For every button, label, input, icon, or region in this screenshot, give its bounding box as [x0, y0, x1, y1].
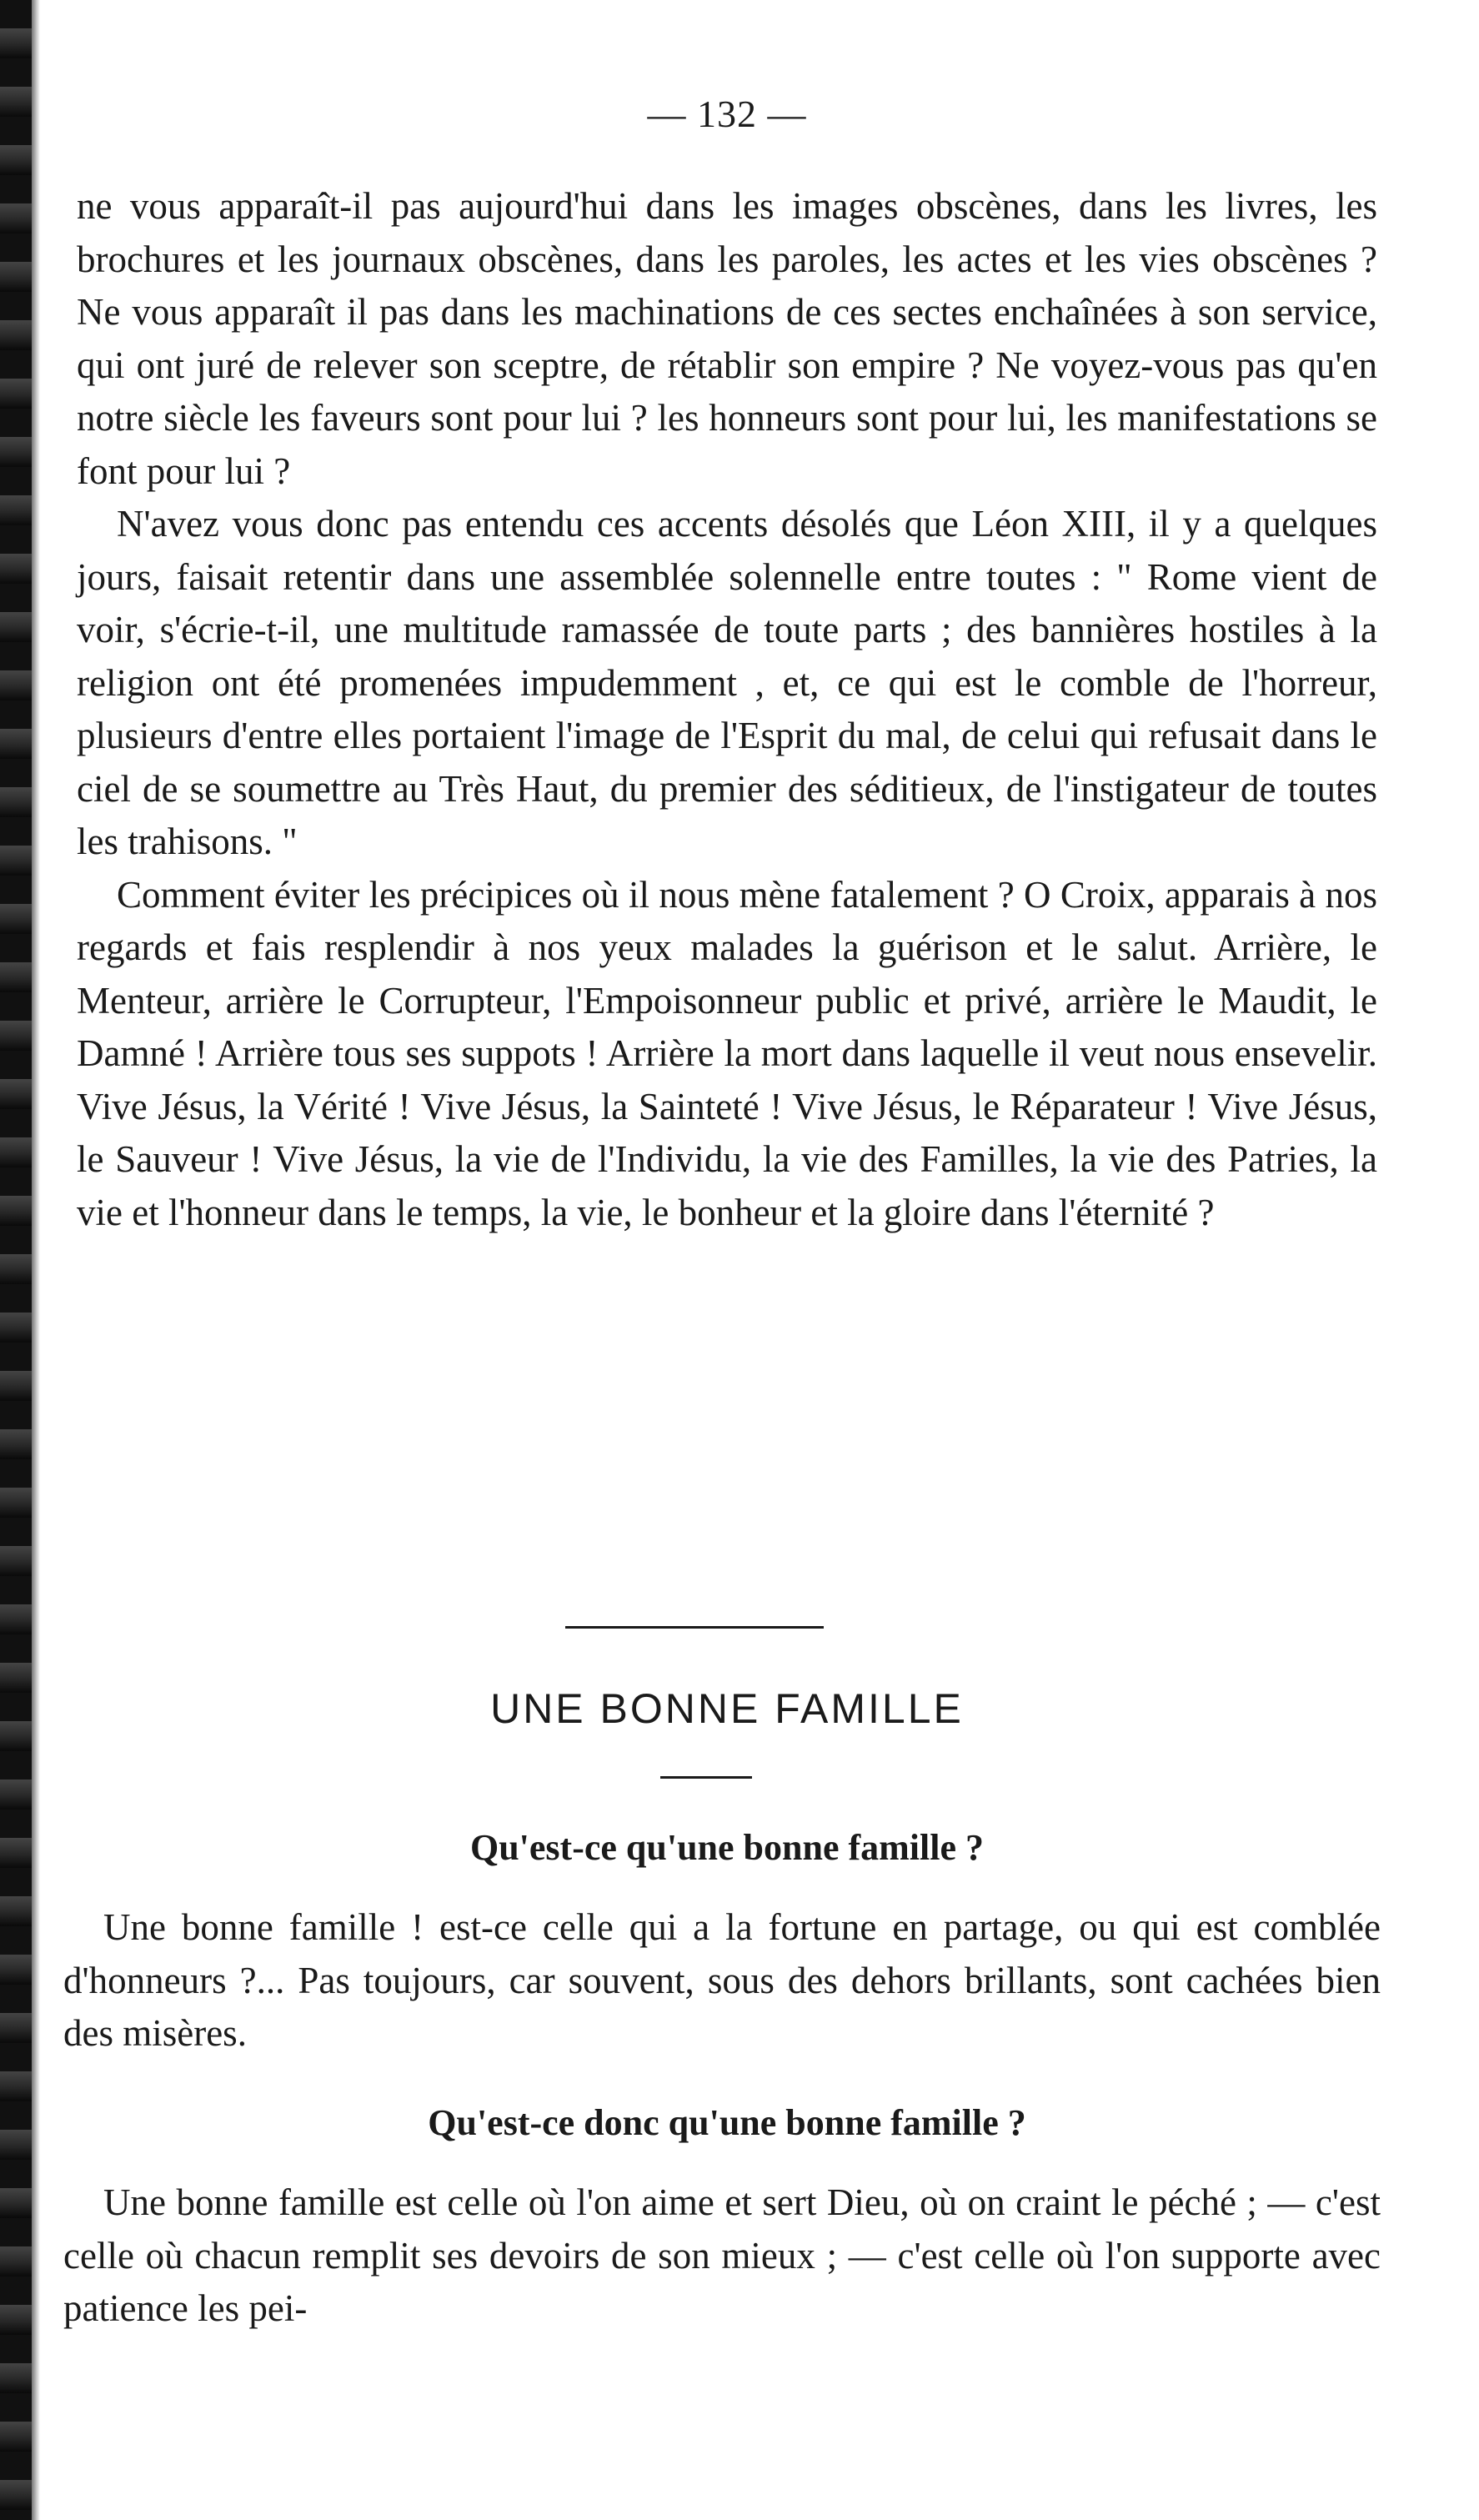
- question-heading-1: Qu'est-ce qu'une bonne famille ?: [469, 1827, 985, 1868]
- main-text: [77, 180, 1377, 1239]
- scan-binding-shadow: [32, 0, 40, 2520]
- section-divider: [565, 1626, 824, 1629]
- answer-paragraph-2: Une bonne famille est celle où l'on aime et sert Dieu, où on craint le péché ; — c'est celle où chacun remplit ses devoirs de son mieux ; — c'est celle où l'on supporte avec patience les pei-: [63, 2181, 1381, 2329]
- paragraph-2: N'avez vous donc pas entendu ces accents désolés que Léon XIII, il y a quelques jours, faisait retentir dans une assemblée solennelle entre toutes : " Rome vient de voir, s'écrie-t-il, une multitude ramassée de toute parts ; des bannières hostiles à la religion ont été promenées impudemment , et, ce qui est le comble de l'horreur, plusieurs d'entre elles portaient l'image de l'Esprit du mal, de celui qui refusait dans le ciel de se soumettre au Très Haut, du premier des séditieux, de l'instigateur de toutes les trahisons. ": [77, 503, 1377, 862]
- answer-paragraph-1: Une bonne famille ! est-ce celle qui a la fortune en partage, ou qui est comblée d'honneurs ?... Pas toujours, car souvent, sous des dehors brillants, sont cachées bien des misères.: [63, 1906, 1381, 2054]
- title-underline: [660, 1776, 752, 1779]
- page-number: — 132 —: [647, 93, 807, 135]
- question-heading-2: Qu'est-ce donc qu'une bonne famille ?: [428, 2102, 1026, 2143]
- scan-binding-edge: [0, 0, 32, 2520]
- section-title: UNE BONNE FAMILLE: [490, 1685, 964, 1732]
- paragraph-1: ne vous apparaît-il pas aujourd'hui dans les images obscènes, dans les livres, les brochures et les journaux obscènes, dans les paroles, les actes et les vies obscènes ? Ne vous apparaît il pas dans les machinations de ces sectes enchaînées à son service, qui ont juré de relever son sceptre, de rétablir son empire ? Ne voyez-vous pas qu'en notre siècle les faveurs sont pour lui ? les honneurs sont pour lui, les manifestations se font pour lui ?: [77, 185, 1377, 492]
- paragraph-3: Comment éviter les précipices où il nous mène fatalement ? O Croix, apparais à nos regards et fais resplendir à nos yeux malades la guérison et le salut. Arrière, le Menteur, arrière le Corrupteur, l'Empoisonneur public et privé, arrière le Maudit, le Damné ! Arrière tous ses suppots ! Arrière la mort dans laquelle il veut nous ensevelir. Vive Jésus, la Vérité ! Vive Jésus, la Sainteté ! Vive Jésus, le Réparateur ! Vive Jésus, le Sauveur ! Vive Jésus, la vie de l'Individu, la vie des Familles, la vie des Patries, la vie et l'honneur dans le temps, la vie, le bonheur et la gloire dans l'éternité ?: [77, 873, 1377, 1233]
